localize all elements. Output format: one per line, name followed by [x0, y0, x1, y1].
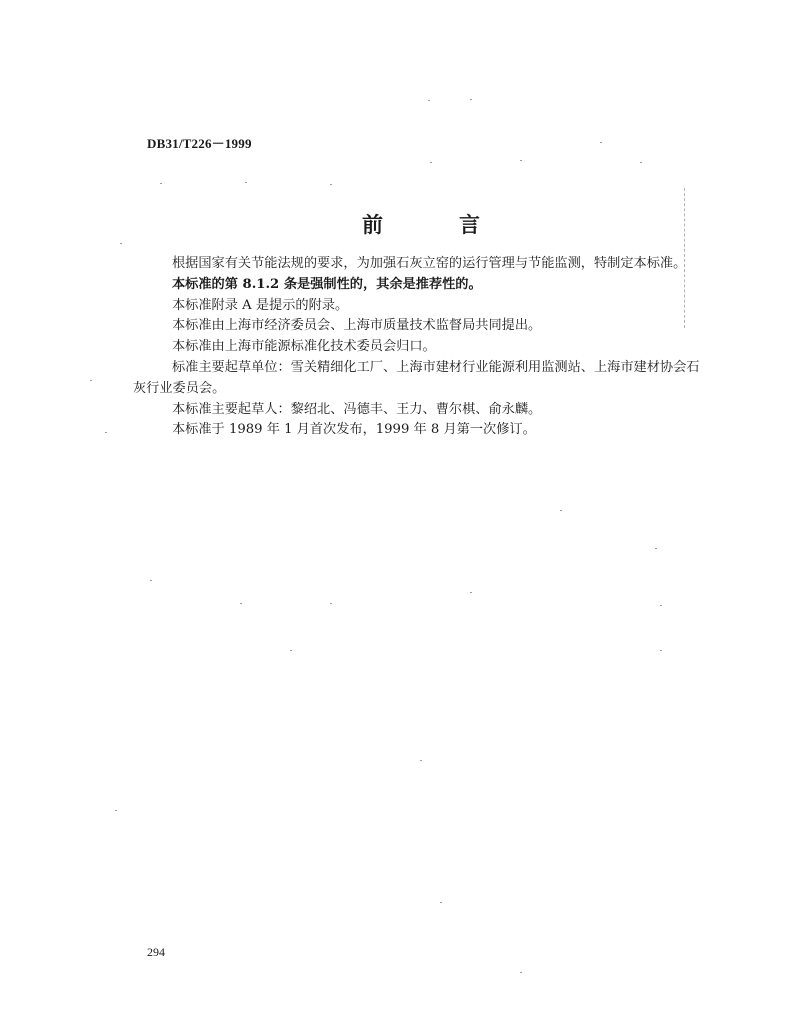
scan-edge-line: [684, 188, 685, 328]
scan-speck: [560, 510, 562, 511]
scan-speck: [640, 162, 642, 163]
scan-speck: [120, 243, 122, 244]
scan-speck: [428, 100, 430, 101]
page-title: [362, 209, 480, 239]
scan-speck: [470, 99, 472, 100]
title-char-1: 前: [362, 212, 383, 237]
scan-speck: [660, 605, 662, 606]
scan-speck: [655, 548, 657, 549]
paragraph: 本标准由上海市经济委员会、上海市质量技术监督局共同提出。: [172, 318, 542, 334]
title-char-2: 言: [459, 212, 480, 237]
preface-body: [133, 254, 708, 441]
scan-speck: [115, 810, 117, 811]
scan-speck: [470, 592, 472, 593]
scan-speck: [600, 142, 602, 143]
scan-speck: [90, 380, 92, 381]
scan-speck: [440, 902, 442, 903]
scan-speck: [150, 580, 152, 581]
scan-speck: [330, 603, 332, 604]
scan-speck: [420, 760, 422, 761]
paragraph: 本标准由上海市能源标准化技术委员会归口。: [172, 339, 436, 355]
scan-speck: [520, 972, 522, 973]
scan-speck: [105, 432, 107, 433]
scan-speck: [660, 650, 662, 651]
scan-speck: [245, 182, 247, 183]
paragraph: 根据国家有关节能法规的要求，为加强石灰立窑的运行管理与节能监测，特制定本标准。: [172, 256, 687, 271]
scan-speck: [520, 160, 522, 161]
scan-speck: [240, 603, 242, 604]
paragraph: 标准主要起草单位：雪关精细化工厂、上海市建材行业能源利用监测站、上海市建材协会石灰行业委员会。: [133, 359, 700, 396]
scan-speck: [290, 650, 292, 651]
standard-code: DB31/T226－1999: [147, 136, 252, 151]
paragraph: 本标准于 1989 年 1 月首次发布，1999 年 8 月第一次修订。: [172, 422, 536, 438]
paragraph: 本标准附录 A 是提示的附录。: [172, 297, 349, 313]
page-number: 294: [147, 945, 165, 959]
scan-speck: [160, 183, 162, 184]
paragraph: 本标准的第 8.1.2 条是强制性的，其余是推荐性的。: [172, 276, 482, 292]
paragraph: 本标准主要起草人：黎绍北、冯德丰、王力、曹尔棋、俞永麟。: [172, 401, 542, 417]
scan-speck: [430, 162, 432, 163]
scan-speck: [330, 184, 332, 185]
